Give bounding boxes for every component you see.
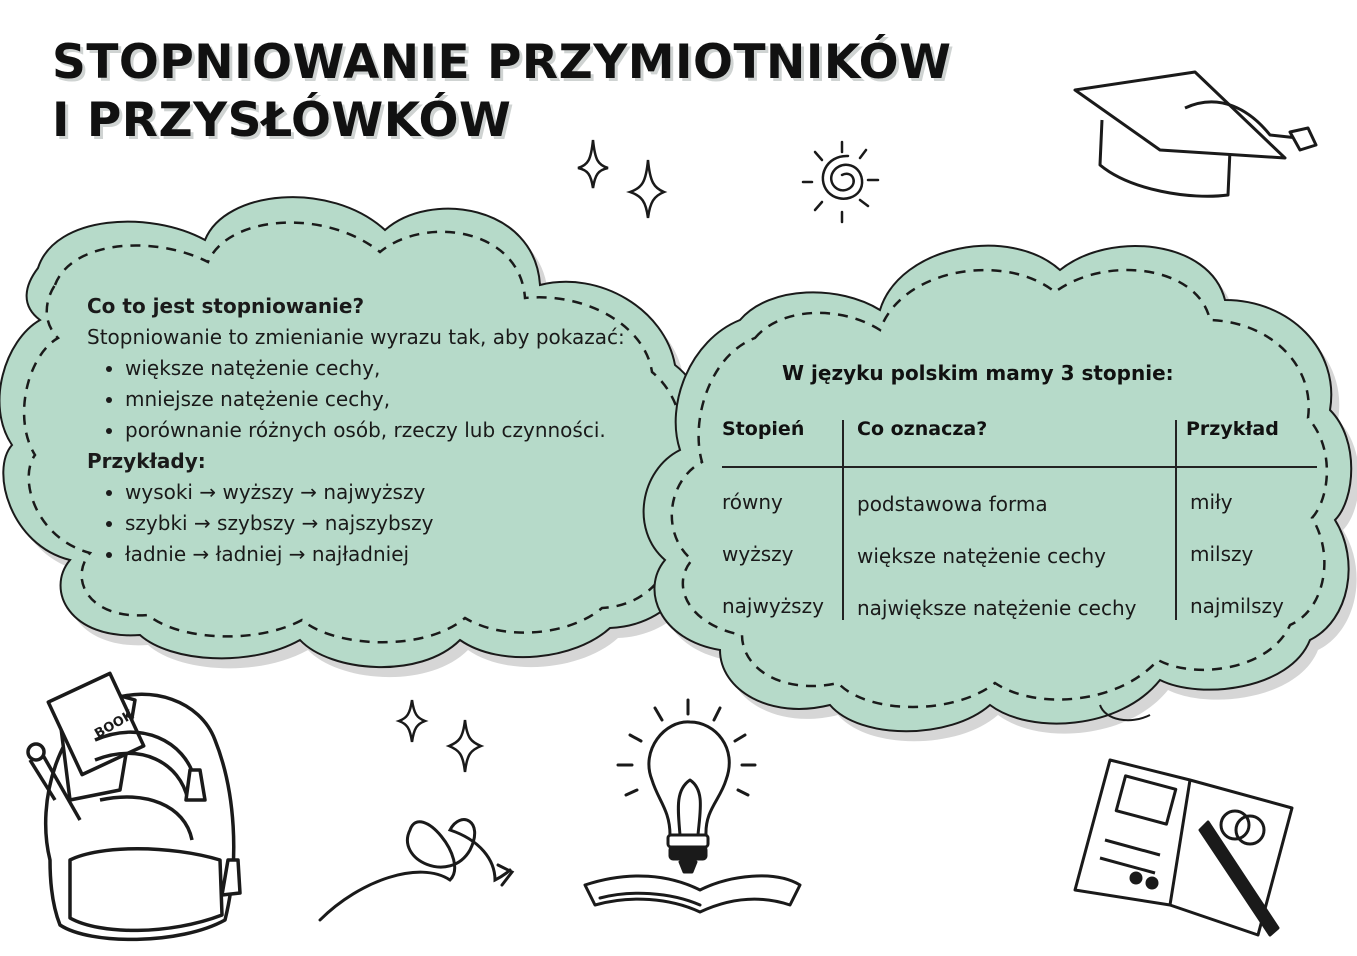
table-cell-example: miły: [1190, 490, 1233, 514]
sparkle-icon: [578, 140, 664, 218]
table-cell-degree: równy: [722, 490, 783, 514]
table-column-divider: [1175, 420, 1177, 620]
book-label-icon: BOOK: [92, 707, 137, 742]
table-cell-degree: wyższy: [722, 542, 794, 566]
backpack-icon: [28, 673, 240, 939]
table-cell-example: najmilszy: [1190, 594, 1284, 618]
definition-heading: Co to jest stopniowanie?: [87, 294, 365, 318]
examples-heading: Przykłady:: [87, 449, 206, 473]
example-item: • wysoki → wyższy → najwyższy: [125, 477, 687, 508]
column-header-meaning: Co oznacza?: [857, 418, 988, 440]
table-header-divider: [722, 466, 1317, 468]
lightbulb-book-icon: [585, 700, 800, 912]
table-cell-degree: najwyższy: [722, 594, 824, 618]
column-header-example: Przykład: [1186, 418, 1279, 440]
page-title: [52, 34, 951, 150]
degrees-heading: W języku polskim mamy 3 stopnie:: [782, 361, 1174, 385]
example-item: • ładnie → ładniej → najładniej: [125, 539, 687, 570]
graduation-cap-icon: [1075, 72, 1316, 196]
page-title-line-2: I PRZYSŁÓWKÓW: [52, 93, 512, 148]
open-notebook-pen-icon: [1075, 760, 1292, 935]
example-item: • szybki → szybszy → najszybszy: [125, 508, 687, 539]
examples-list: [87, 477, 687, 570]
sparkle-icon: [399, 700, 481, 772]
table-cell-example: milszy: [1190, 542, 1254, 566]
definition-panel: [87, 291, 687, 570]
table-cell-meaning: większe natężenie cechy: [857, 544, 1106, 568]
table-cell-meaning: podstawowa forma: [857, 492, 1048, 516]
table-column-divider: [842, 420, 844, 620]
heart-arrow-icon: [320, 820, 512, 920]
page-title-line-1: STOPNIOWANIE PRZYMIOTNIKÓW: [52, 35, 952, 90]
definition-bullet-list: [87, 353, 687, 446]
column-header-degree: Stopień: [722, 418, 805, 440]
definition-intro: Stopniowanie to zmienianie wyrazu tak, aby pokazać:: [87, 325, 625, 349]
sun-icon: [803, 142, 878, 222]
definition-bullet: • większe natężenie cechy,: [125, 353, 687, 384]
table-cell-meaning: największe natężenie cechy: [857, 596, 1137, 620]
definition-bullet: • mniejsze natężenie cechy,: [125, 384, 687, 415]
definition-bullet: • porównanie różnych osób, rzeczy lub czynności.: [125, 415, 687, 446]
